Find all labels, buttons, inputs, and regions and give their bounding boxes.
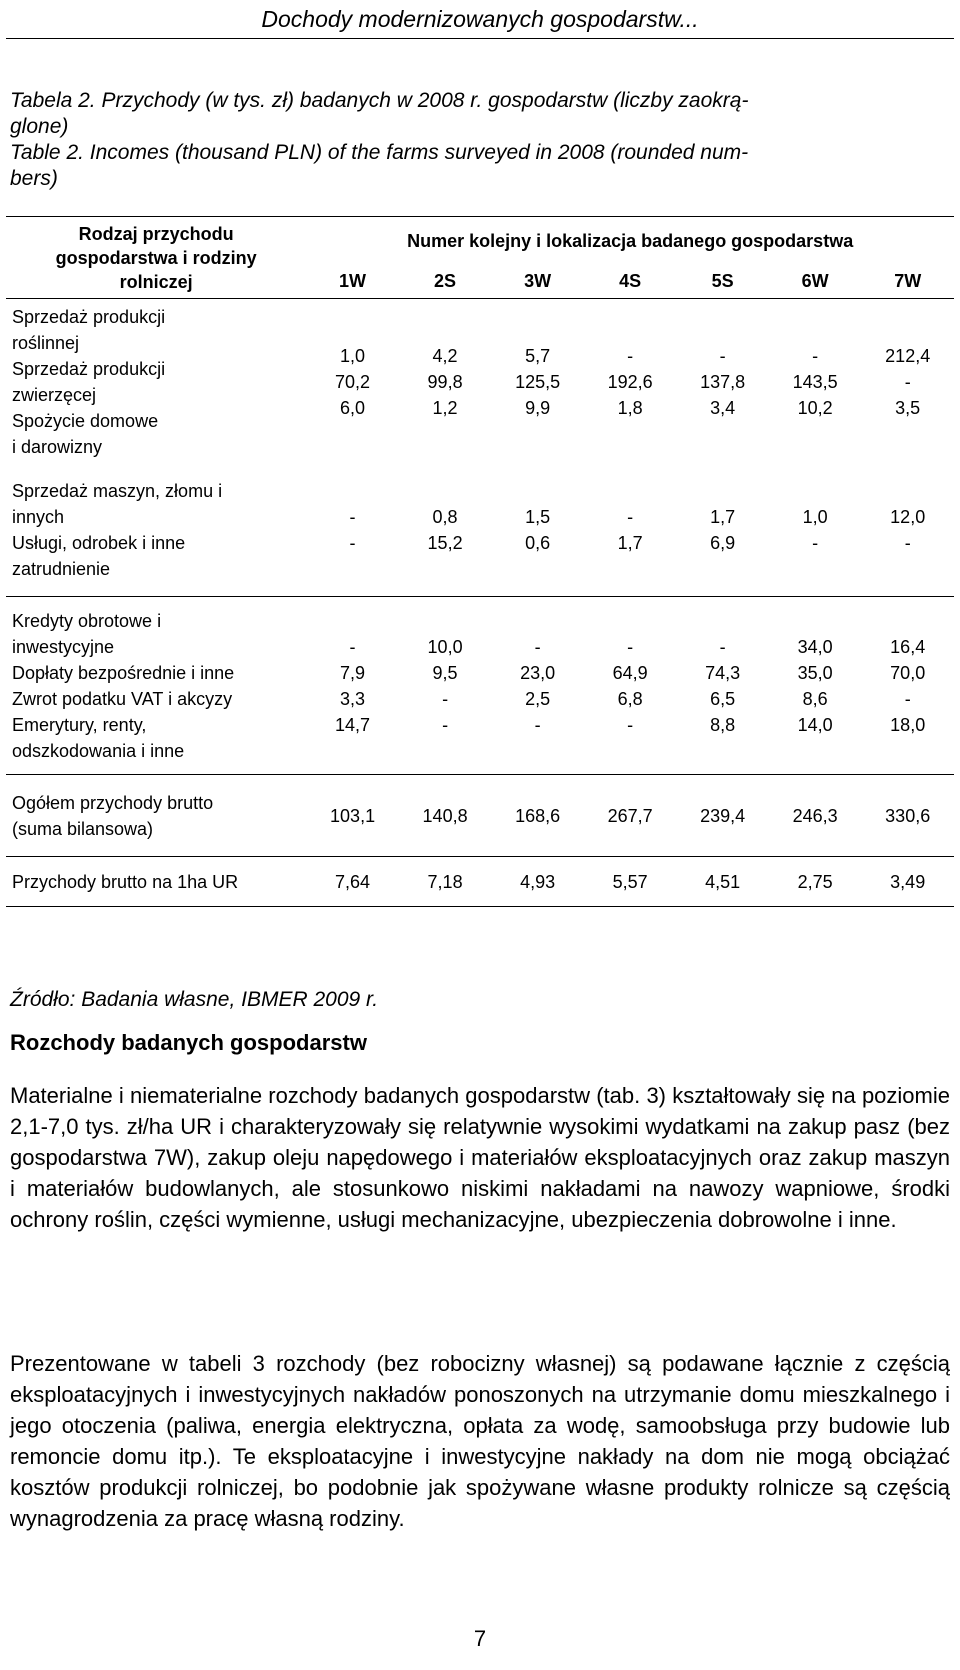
table-cell: - 23,0 2,5 - xyxy=(491,597,584,775)
table-cell: 168,6 xyxy=(491,775,584,857)
table-cell: 330,6 xyxy=(861,775,954,857)
table-cell: 7,64 xyxy=(306,857,399,907)
table-cell: - 192,6 1,8 xyxy=(584,299,677,465)
table-row xyxy=(6,597,954,775)
table-cell: - 137,8 3,4 xyxy=(676,299,769,465)
table-cell: 10,0 9,5 - - xyxy=(399,597,492,775)
table-cell: 3,49 xyxy=(861,857,954,907)
column-header: 1W xyxy=(339,271,367,292)
table-cell: 1,0 70,2 6,0 xyxy=(306,299,399,465)
table-cell: 103,1 xyxy=(306,775,399,857)
table-source-note: Źródło: Badania własne, IBMER 2009 r. xyxy=(10,988,379,1011)
table-cell: 140,8 xyxy=(399,775,492,857)
table-cell: 34,0 35,0 8,6 14,0 xyxy=(769,597,862,775)
table-cell: 267,7 xyxy=(584,775,677,857)
table-row-total xyxy=(6,775,954,857)
row-label: Przychody brutto na 1ha UR xyxy=(6,857,306,907)
table-cell: - 1,7 xyxy=(617,507,643,554)
row-header-cell: Rodzaj przychodu gospodarstwa i rodziny rolniczej xyxy=(6,217,306,299)
header-rule xyxy=(6,38,954,39)
section-title: Rozchody badanych gospodarstw xyxy=(10,1030,367,1055)
column-header: 5S xyxy=(711,271,734,292)
table-cell: 4,51 xyxy=(676,857,769,907)
row-label: Sprzedaż produkcji roślinnej Sprzedaż produkcji zwierzęcej Spożycie domowe i darowizny xyxy=(6,299,306,465)
table-cell: 246,3 xyxy=(769,775,862,857)
row-label: Ogółem przychody brutto (suma bilansowa) xyxy=(6,775,306,857)
running-header: Dochody modernizowanych gospodarstw... xyxy=(261,6,699,32)
table-cell: 5,7 125,5 9,9 xyxy=(491,299,584,465)
table-cell: - 64,9 6,8 - xyxy=(584,597,677,775)
table-cell: 1,7 6,9 xyxy=(710,507,736,554)
column-header: 4S xyxy=(619,271,642,292)
row-label: Kredyty obrotowe i inwestycyjne Dopłaty bezpośrednie i inne Zwrot podatku VAT i akcyzy Emerytury, renty, odszkodowania i inne xyxy=(6,597,306,775)
table-cell: 12,0 - xyxy=(890,507,926,554)
column-header: 6W xyxy=(801,271,829,292)
column-header: 3W xyxy=(524,271,552,292)
group-header-cell: Numer kolejny i lokalizacja badanego gospodarstwa xyxy=(306,217,954,265)
table-cell: 5,57 xyxy=(584,857,677,907)
table-row-per-ha xyxy=(6,857,954,907)
table-cell: 16,4 70,0 - 18,0 xyxy=(861,597,954,775)
body-paragraph: Materialne i niematerialne rozchody badanych gospodarstw (tab. 3) kształtowały się na poziomie 2,1-7,0 tys. zł/ha UR i charakteryzowały się relatywnie wysokimi wydatkami na zakup pasz (bez gospodarstwa 7W), zakup oleju napędowego i materiałów eksploatacyjnych oraz zakup maszyn i materiałów budowlanych, ale stosunkowo niskimi nakładami na nawozy wapniowe, środki ochrony roślin, części wymienne, usługi mechanizacyjne, ubezpieczenia dobrowolne i inne. xyxy=(10,1083,950,1232)
table-cell: - - xyxy=(349,507,356,554)
table-cell: 4,2 99,8 1,2 xyxy=(399,299,492,465)
table-row xyxy=(6,465,954,597)
table-cell: 0,8 15,2 xyxy=(427,507,463,554)
row-label: Sprzedaż maszyn, złomu i innych Usługi, odrobek i inne zatrudnienie xyxy=(12,481,223,580)
table-cell: 212,4 - 3,5 xyxy=(861,299,954,465)
table-cell: - 74,3 6,5 8,8 xyxy=(676,597,769,775)
table-cell: 1,0 - xyxy=(802,507,828,554)
column-header: 2S xyxy=(434,271,457,292)
table-row xyxy=(6,299,954,465)
income-table xyxy=(6,216,954,907)
table-caption-pl: Tabela 2. Przychody (w tys. zł) badanych w 2008 r. gospodarstw (liczby zaokrą- glone) xyxy=(10,89,749,138)
body-paragraph: Prezentowane w tabeli 3 rozchody (bez robocizny własnej) są podawane łącznie z częścią eksploatacyjnych i inwestycyjnych nakładów ponoszonych na utrzymanie domu mieszkalnego i jego otoczenia (paliwa, energia elektryczna, opłata za wodę, samoobsługa przy budowie lub remoncie domu itp.). Te eksploatacyjne i inwestycyjne nakłady na dom nie mogą obciążać kosztów produkcji rolniczej, bo podobnie jak spożywane własne produkty rolnicze są częścią wynagrodzenia za pracę własną rodziny. xyxy=(10,1351,950,1531)
table-caption-en: Table 2. Incomes (thousand PLN) of the farms surveyed in 2008 (rounded num- bers) xyxy=(10,141,749,190)
table-cell: 1,5 0,6 xyxy=(525,507,551,554)
table-cell: 7,18 xyxy=(399,857,492,907)
column-header: 7W xyxy=(894,271,922,292)
page-number: 7 xyxy=(473,1626,487,1651)
table-cell: - 7,9 3,3 14,7 xyxy=(306,597,399,775)
table-cell: 239,4 xyxy=(676,775,769,857)
table-header-row xyxy=(6,217,954,265)
table-cell: 2,75 xyxy=(769,857,862,907)
table-cell: 4,93 xyxy=(491,857,584,907)
table-cell: - 143,5 10,2 xyxy=(769,299,862,465)
